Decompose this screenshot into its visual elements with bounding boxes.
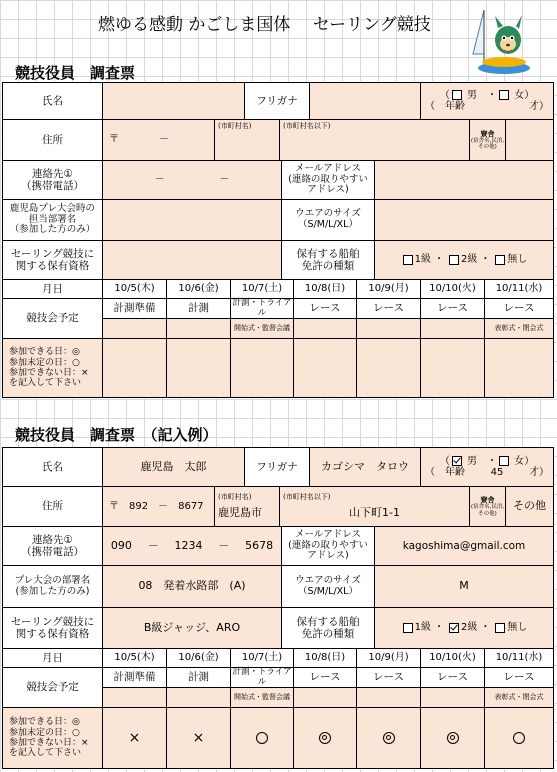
- age-prefix: （ 年齢: [425, 101, 465, 112]
- avail-cell[interactable]: [230, 338, 294, 398]
- avail-cell-ex[interactable]: [166, 707, 231, 769]
- furigana-label-ex: フリガナ: [244, 447, 310, 487]
- license-label-ex: セーリング競技に 関する保有資格: [2, 607, 103, 649]
- wear-field[interactable]: [374, 199, 554, 241]
- boat-value-ex[interactable]: [374, 607, 554, 649]
- postal-dash: －: [159, 134, 169, 146]
- male-checkbox[interactable]: [452, 90, 462, 100]
- male-checkbox-ex[interactable]: [452, 456, 462, 466]
- name-label-ex: 氏名: [2, 447, 103, 487]
- sched-label: 競技会予定: [2, 298, 103, 339]
- phone-dash-1: －: [154, 174, 165, 186]
- boat-2-checkbox-ex[interactable]: [449, 623, 459, 633]
- event-title: 燃ゆる感動 かごしま国体 セーリング競技: [98, 15, 431, 35]
- sched-sub-cell: [356, 318, 421, 339]
- postal1-ex: 892: [129, 500, 149, 512]
- boat-sep-2: ・: [480, 254, 491, 266]
- boat-opt-2: 2級: [461, 254, 478, 266]
- boat-opt-1: 1級: [414, 254, 431, 266]
- postal-value-ex[interactable]: [102, 486, 215, 527]
- contact-label: 連絡先① （携帯電話）: [2, 160, 103, 200]
- female-checkbox[interactable]: [499, 90, 509, 100]
- sched-cell-ex: レース: [484, 667, 554, 688]
- date-cell: 10/5(木): [102, 279, 167, 299]
- address-label: 住所: [2, 119, 103, 161]
- below-city-ex: 山下町1-1: [349, 506, 400, 520]
- age-value-ex: 45: [490, 467, 504, 478]
- dorm-label-ex: 寮舎: [480, 496, 495, 505]
- boat-label-ex: 保有する船舶 免許の種類: [281, 607, 375, 649]
- date-cell-ex: 10/6(金): [166, 648, 231, 668]
- form1-heading: 競技役員 調査票: [15, 64, 136, 82]
- phone-2-ex: 1234: [174, 538, 203, 552]
- boat-sep-2-ex: ・: [480, 622, 491, 634]
- age-prefix-ex: （ 年齢: [425, 467, 465, 478]
- sched-cell-ex: レース: [420, 667, 485, 688]
- sched-sub-cell-ex: [293, 687, 357, 708]
- sched-cell-ex: レース: [293, 667, 357, 688]
- postal2-ex: 8677: [178, 500, 204, 512]
- avail-cell-ex[interactable]: [230, 707, 294, 769]
- dorm-sub: (宿舎名,民泊,その他): [470, 137, 505, 151]
- dorm-value-ex[interactable]: その他: [505, 486, 554, 527]
- sched-cell: レース: [356, 298, 421, 319]
- sched-sub-cell: [166, 318, 231, 339]
- below-city-value-ex[interactable]: [279, 486, 470, 527]
- boat-none-checkbox[interactable]: [495, 255, 505, 265]
- dorm-cell[interactable]: [469, 119, 506, 161]
- date-cell: 10/7(土): [230, 279, 294, 299]
- furigana-field[interactable]: [309, 82, 421, 120]
- sched-label-ex: 競技会予定: [2, 667, 103, 708]
- date-cell: 10/8(日): [293, 279, 357, 299]
- date-cell: 10/11(水): [484, 279, 554, 299]
- email-label: メールアドレス (連絡の取りやすい アドレス): [281, 160, 375, 200]
- avail-cell[interactable]: [102, 338, 167, 398]
- date-cell-ex: 10/9(月): [356, 648, 421, 668]
- boat-2-checkbox[interactable]: [449, 255, 459, 265]
- city-ex: 鹿児島市: [218, 506, 262, 520]
- below-city-label: (市町村名以下): [283, 122, 331, 130]
- avail-mark: ×: [192, 729, 205, 746]
- sched-cell-ex: 計測準備: [102, 667, 167, 688]
- boat-label: 保有する船舶 免許の種類: [281, 240, 375, 280]
- phone-3-ex: 5678: [245, 538, 274, 552]
- name-label: 氏名: [2, 82, 103, 120]
- sched-cell: 計測・トライアル: [230, 298, 294, 319]
- boat-none-checkbox-ex[interactable]: [495, 623, 505, 633]
- name-field[interactable]: [102, 82, 245, 120]
- male-label: 男: [467, 89, 477, 101]
- gender-close-ex: ）: [524, 455, 535, 467]
- avail-cell-ex[interactable]: [293, 707, 357, 769]
- email-label-ex: メールアドレス (連絡の取りやすい アドレス): [281, 526, 375, 566]
- date-cell: 10/6(金): [166, 279, 231, 299]
- gender-open-ex: （: [439, 455, 450, 467]
- date-cell-ex: 10/5(木): [102, 648, 167, 668]
- avail-cell[interactable]: [484, 338, 554, 398]
- double-circle-mark: [447, 732, 459, 744]
- gender-age-ex[interactable]: [420, 447, 554, 487]
- date-cell-ex: 10/7(土): [230, 648, 294, 668]
- city-value-ex[interactable]: [214, 486, 280, 527]
- phone-value-ex[interactable]: [102, 526, 282, 566]
- boat-opt-none: 無し: [507, 254, 528, 266]
- avail-cell[interactable]: [293, 338, 357, 398]
- postal-prefix: 〒: [109, 134, 119, 146]
- sched-cell: レース: [484, 298, 554, 319]
- sched-cell: レース: [420, 298, 485, 319]
- sched-sub-cell-ex: 開始式・監督会議: [230, 687, 294, 708]
- dorm-sub-ex: (宿舎名,民泊,その他): [470, 504, 505, 517]
- below-city-label-ex: (市町村名以下): [283, 493, 331, 502]
- avail-cell[interactable]: [356, 338, 421, 398]
- gender-age-field[interactable]: [420, 82, 554, 120]
- double-circle-mark: [319, 732, 331, 744]
- sched-sub-cell-ex: 表彰式・閉会式: [484, 687, 554, 708]
- wear-label-ex: ウエアのサイズ （S/M/L/XL）: [281, 565, 375, 608]
- dept-label-ex: プレ大会の部署名 (参加した方のみ): [2, 565, 103, 608]
- dorm-label: 寮舎: [480, 129, 495, 138]
- dept-label: 鹿児島プレ大会時の 担当部署名 （参加した方のみ）: [2, 199, 103, 241]
- sched-cell-ex: レース: [356, 667, 421, 688]
- date-label-ex: 月日: [2, 648, 103, 668]
- sched-sub-cell: 表彰式・閉会式: [484, 318, 554, 339]
- gender-open: （: [439, 89, 450, 101]
- contact-label-ex: 連絡先① （携帯電話）: [2, 526, 103, 566]
- age-suffix-ex: 才）: [528, 467, 549, 478]
- avail-cell-ex[interactable]: [356, 707, 421, 769]
- female-label: 女: [514, 89, 525, 101]
- dept-value-ex[interactable]: 08 発着水路部 (A): [102, 565, 282, 608]
- avail-cell-ex[interactable]: [484, 707, 554, 769]
- sched-sub-cell: [420, 318, 485, 339]
- gender-dot: ・: [487, 89, 497, 101]
- name-value-ex[interactable]: 鹿児島 太郎: [102, 447, 245, 487]
- dorm-cell-ex[interactable]: [469, 486, 506, 527]
- sched-sub-cell: [102, 318, 167, 339]
- boat-sep-1: ・: [434, 254, 444, 266]
- sched-sub-cell-ex: [420, 687, 485, 708]
- postal-prefix-ex: 〒: [109, 500, 119, 512]
- date-cell: 10/9(月): [356, 279, 421, 299]
- phone-1-ex: 090: [110, 538, 132, 552]
- sched-sub-cell-ex: [356, 687, 421, 708]
- avail-cell[interactable]: [420, 338, 485, 398]
- sched-sub-cell: [293, 318, 357, 339]
- mascot-logo: [470, 6, 532, 78]
- phone-dash-1-ex: －: [147, 538, 159, 552]
- license-value-ex[interactable]: B級ジャッジ、ARO: [102, 607, 282, 649]
- male-label-ex: 男: [467, 455, 477, 467]
- avail-label: 参加できる日：◎ 参加未定の日：○ 参加できない日：× を記入して下さい: [2, 338, 103, 398]
- gender-close: ）: [524, 89, 535, 101]
- wear-value-ex[interactable]: M: [374, 565, 554, 608]
- furigana-label: フリガナ: [244, 82, 310, 120]
- phone-dash-2: －: [219, 174, 230, 186]
- boat-opt-2-ex: 2級: [461, 622, 478, 634]
- furigana-value-ex[interactable]: カゴシマ タロウ: [309, 447, 421, 487]
- license-label: セーリング競技に 関する保有資格: [2, 240, 103, 280]
- avail-cell-ex[interactable]: [102, 707, 167, 769]
- avail-label-ex: 参加できる日：◎ 参加未定の日：○ 参加できない日：× を記入して下さい: [2, 707, 103, 769]
- date-cell-ex: 10/10(火): [420, 648, 485, 668]
- avail-mark: ×: [128, 729, 141, 746]
- circle-mark: [256, 732, 268, 744]
- sched-cell-ex: 計測: [166, 667, 231, 688]
- circle-mark: [513, 732, 525, 744]
- phone-field[interactable]: [102, 160, 282, 200]
- boat-opt-none-ex: 無し: [507, 622, 528, 634]
- form2-heading: 競技役員 調査票 （記入例）: [15, 426, 218, 444]
- postal-dash-ex: －: [158, 500, 169, 512]
- city-label: (市町村名): [218, 122, 252, 130]
- address-label-ex: 住所: [2, 486, 103, 527]
- dorm-field[interactable]: [505, 119, 554, 161]
- avail-cell[interactable]: [166, 338, 231, 398]
- female-label-ex: 女: [514, 455, 525, 467]
- date-label: 月日: [2, 279, 103, 299]
- date-cell: 10/10(火): [420, 279, 485, 299]
- female-checkbox-ex[interactable]: [499, 456, 509, 466]
- date-cell-ex: 10/11(水): [484, 648, 554, 668]
- license-field[interactable]: [102, 240, 282, 280]
- sched-sub-cell-ex: [102, 687, 167, 708]
- wear-label: ウエアのサイズ （S/M/L/XL）: [281, 199, 375, 241]
- boat-field[interactable]: [374, 240, 554, 280]
- postal-field[interactable]: [102, 119, 215, 161]
- boat-1-checkbox-ex[interactable]: [403, 623, 413, 633]
- date-cell-ex: 10/8(日): [293, 648, 357, 668]
- city-field[interactable]: [214, 119, 280, 161]
- sched-cell: 計測準備: [102, 298, 167, 319]
- double-circle-mark: [383, 732, 395, 744]
- avail-cell-ex[interactable]: [420, 707, 485, 769]
- sched-cell-ex: 計測・トライアル: [230, 667, 294, 688]
- age-suffix: 才）: [529, 101, 549, 112]
- dept-field[interactable]: [102, 199, 282, 241]
- boat-sep-1-ex: ・: [434, 622, 444, 634]
- sched-cell: レース: [293, 298, 357, 319]
- email-value-ex[interactable]: kagoshima@gmail.com: [374, 526, 554, 566]
- below-city-field[interactable]: [279, 119, 470, 161]
- boat-1-checkbox[interactable]: [403, 255, 413, 265]
- sched-cell: 計測: [166, 298, 231, 319]
- email-field[interactable]: [374, 160, 554, 200]
- sched-sub-cell-ex: [166, 687, 231, 708]
- phone-dash-2-ex: －: [218, 538, 230, 552]
- gender-dot-ex: ・: [487, 455, 497, 467]
- city-label-ex: (市町村名): [218, 493, 252, 502]
- sched-sub-cell: 開始式・監督会議: [230, 318, 294, 339]
- boat-opt-1-ex: 1級: [414, 622, 431, 634]
